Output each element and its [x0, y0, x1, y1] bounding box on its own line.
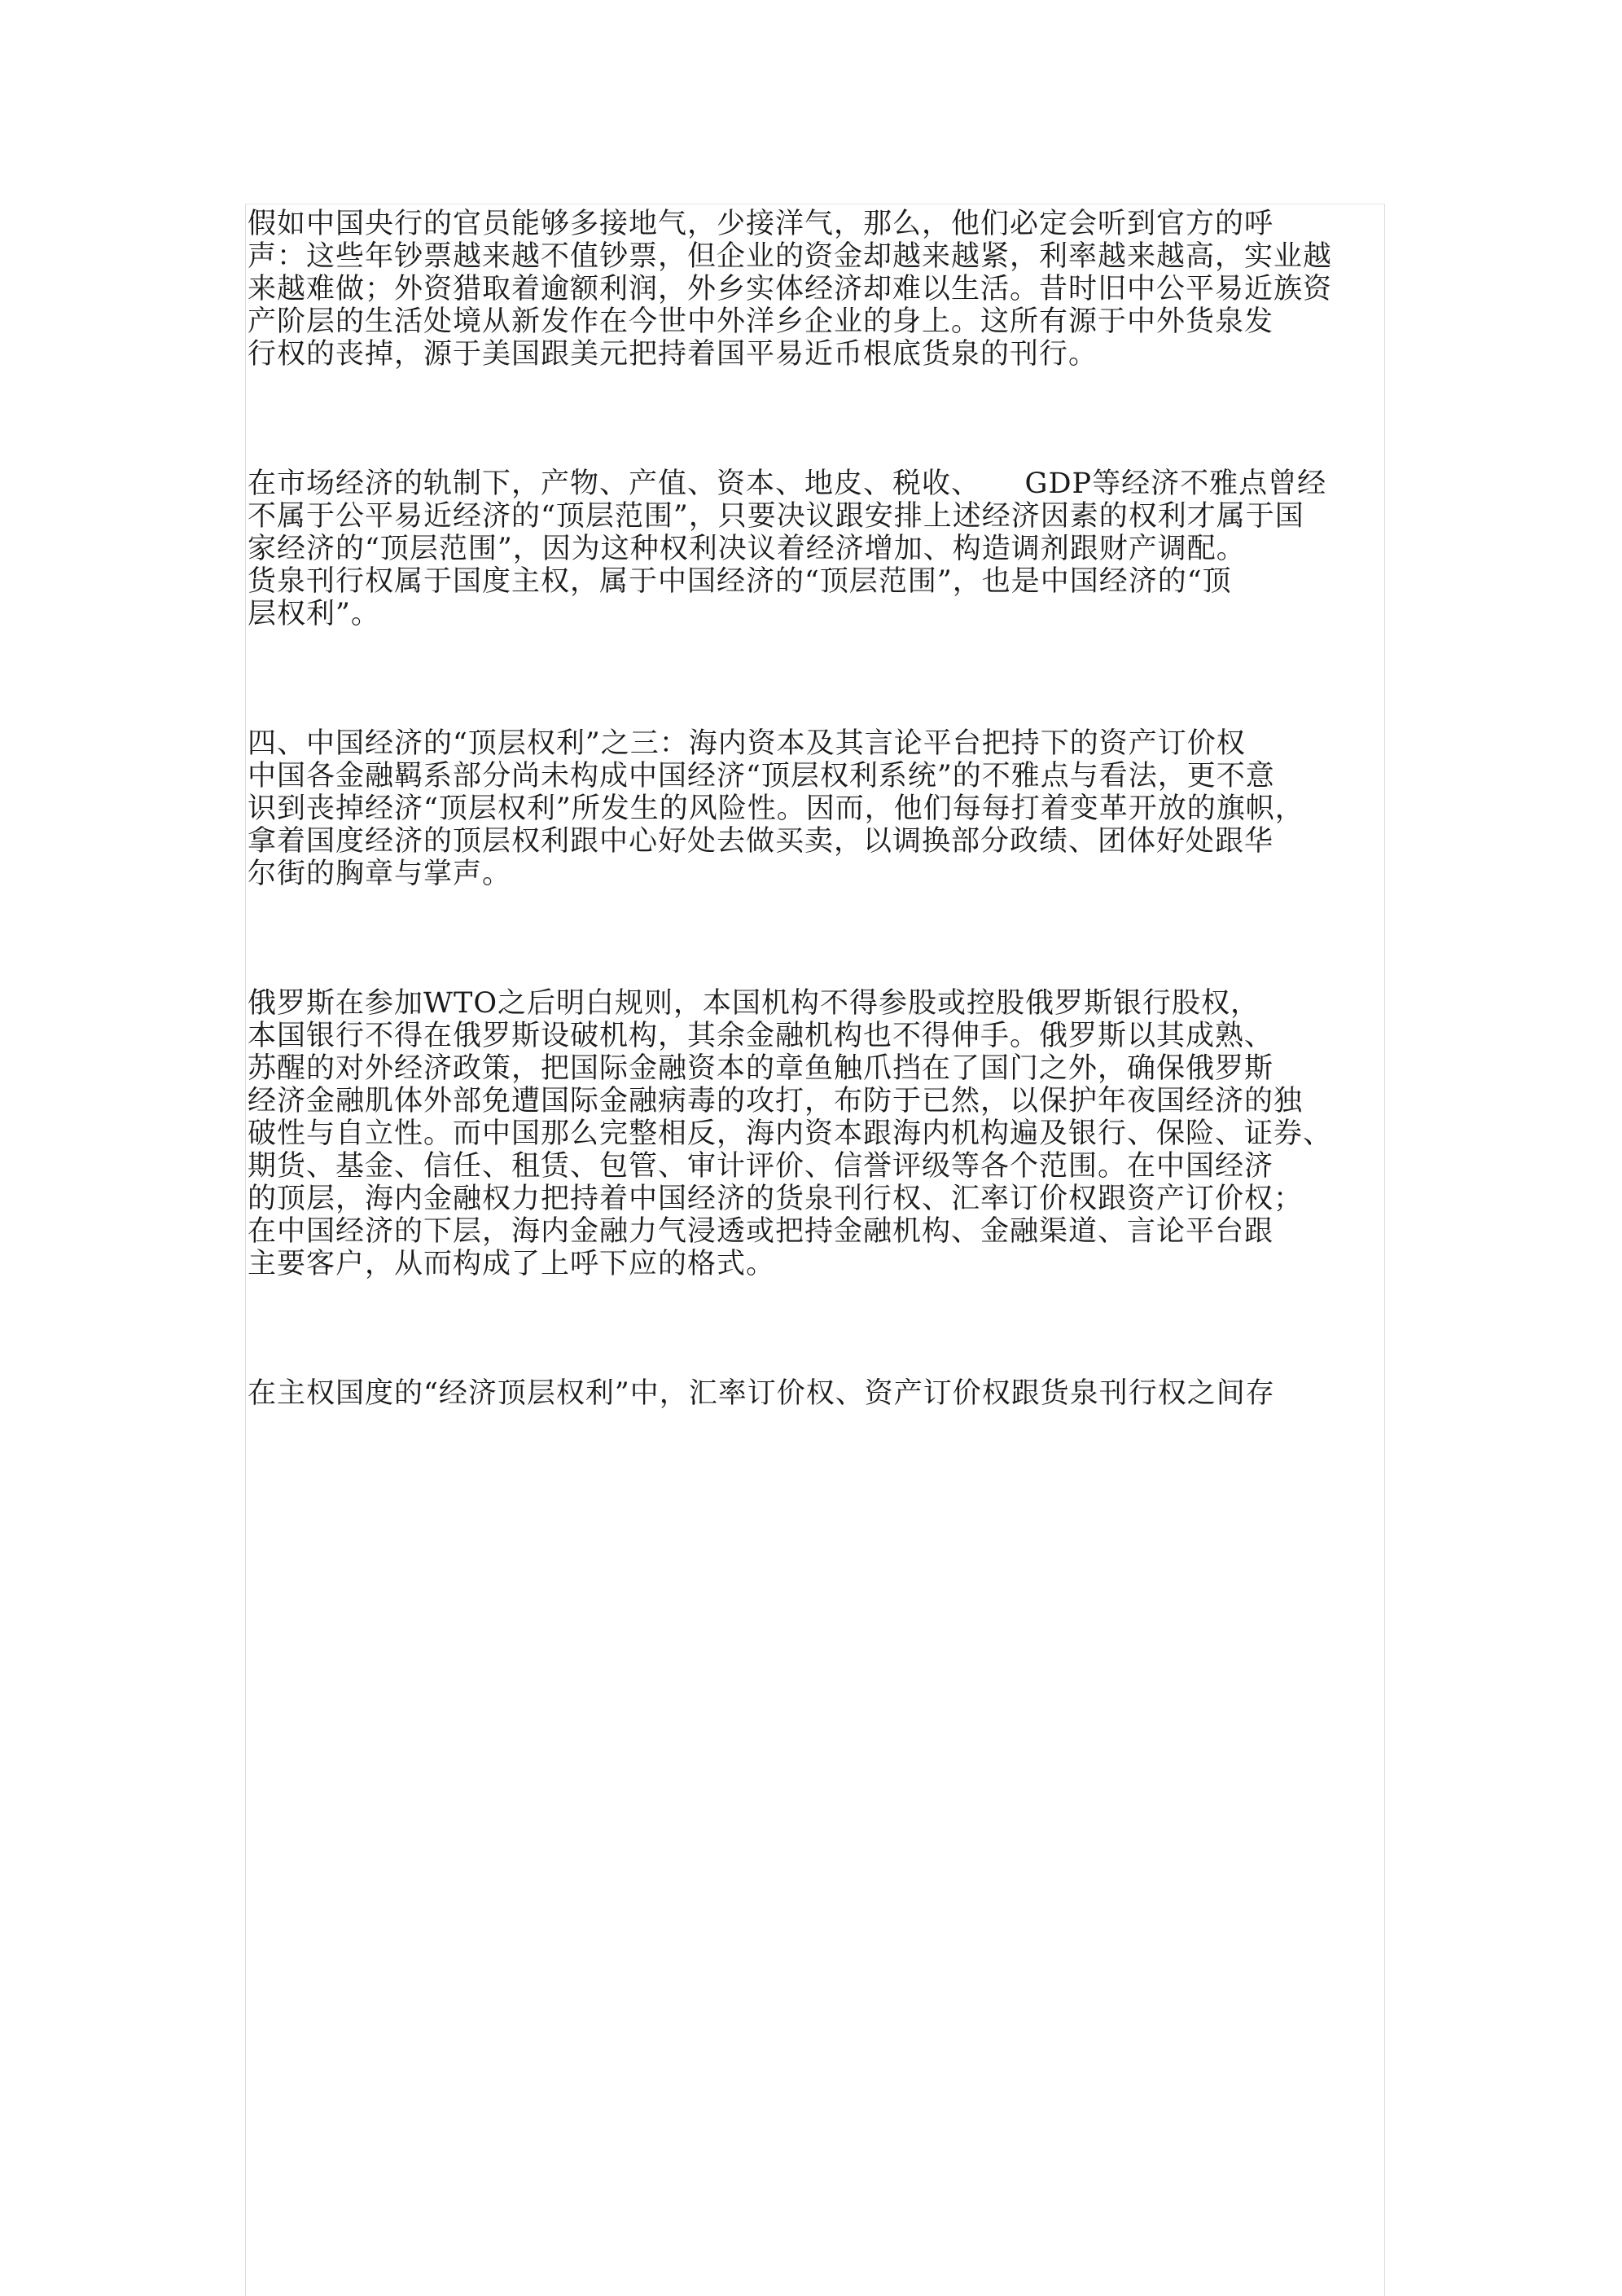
paragraph-gap — [248, 1280, 1404, 1377]
paragraph-4 — [248, 987, 1404, 1280]
text-line: 假如中国央行的官员能够多接地气，少接洋气，那么，他们必定会听到官方的呼 — [248, 208, 1274, 240]
text-line: 声：这些年钞票越来越不值钞票，但企业的资金却越来越紧，利率越来越高，实业越 — [248, 240, 1333, 273]
text-line: 拿着国度经济的顶层权利跟中心好处去做买卖，以调换部分政绩、团体好处跟华 — [248, 825, 1274, 858]
text-line: 破性与自立性。而中国那么完整相反，海内资本跟海内机构遍及银行、保险、证券、 — [248, 1117, 1333, 1150]
text-line: 的顶层，海内金融权力把持着中国经济的货泉刊行权、汇率订价权跟资产订价权； — [248, 1183, 1304, 1215]
paragraph-gap — [248, 630, 1404, 727]
text-line: 主要客户，从而构成了上呼下应的格式。 — [248, 1248, 776, 1280]
text-line: 经济金融肌体外部免遭国际金融病毒的攻打，布防于已然，以保护年夜国经济的独 — [248, 1085, 1304, 1117]
section-heading: 四、中国经济的“顶层权利”之三：海内资本及其言论平台把持下的资产订价权 — [248, 727, 1246, 760]
text-line: 苏醒的对外经济政策，把国际金融资本的章鱼触爪挡在了国门之外，确保俄罗斯 — [248, 1052, 1274, 1085]
text-line: 尔街的胸章与掌声。 — [248, 858, 512, 890]
text-line: 在市场经济的轨制下，产物、产值、资本、地皮、税收、 GDP等经济不雅点曾经 — [248, 468, 1327, 500]
text-line: 俄罗斯在参加WTO之后明白规则，本国机构不得参股或控股俄罗斯银行股权， — [248, 987, 1260, 1020]
text-line: 家经济的“顶层范围”，因为这种权利决议着经济增加、构造调剂跟财产调配。 — [248, 533, 1246, 565]
text-line: 来越难做；外资猎取着逾额利润，外乡实体经济却难以生活。昔时旧中公平易近族资 — [248, 273, 1333, 305]
text-line: 层权利”。 — [248, 598, 380, 630]
text-line: 中国各金融羁系部分尚未构成中国经济“顶层权利系统”的不雅点与看法，更不意 — [248, 760, 1275, 792]
text-line: 行权的丧掉，源于美国跟美元把持着国平易近币根底货泉的刊行。 — [248, 338, 1098, 371]
paragraph-gap — [248, 890, 1404, 987]
text-line: 在主权国度的“经济顶层权利”中，汇率订价权、资产订价权跟货泉刊行权之间存 — [248, 1377, 1275, 1410]
document-body — [248, 208, 1404, 1410]
text-line: 本国银行不得在俄罗斯设破机构，其余金融机构也不得伸手。俄罗斯以其成熟、 — [248, 1020, 1274, 1052]
text-line: 在中国经济的下层，海内金融力气浸透或把持金融机构、金融渠道、言论平台跟 — [248, 1215, 1274, 1248]
paragraph-1 — [248, 208, 1404, 371]
text-line: 不属于公平易近经济的“顶层范围”，只要决议跟安排上述经济因素的权利才属于国 — [248, 500, 1304, 533]
paragraph-2 — [248, 468, 1404, 630]
text-line: 识到丧掉经济“顶层权利”所发生的风险性。因而，他们每每打着变革开放的旗帜， — [248, 792, 1304, 825]
paragraph-3 — [248, 727, 1404, 890]
text-line: 货泉刊行权属于国度主权，属于中国经济的“顶层范围”，也是中国经济的“顶 — [248, 565, 1232, 598]
paragraph-gap — [248, 371, 1404, 468]
text-line: 产阶层的生活处境从新发作在今世中外洋乡企业的身上。这所有源于中外货泉发 — [248, 305, 1274, 338]
paragraph-5 — [248, 1377, 1404, 1410]
text-line: 期货、基金、信任、租赁、包管、审计评价、信誉评级等各个范围。在中国经济 — [248, 1150, 1274, 1183]
